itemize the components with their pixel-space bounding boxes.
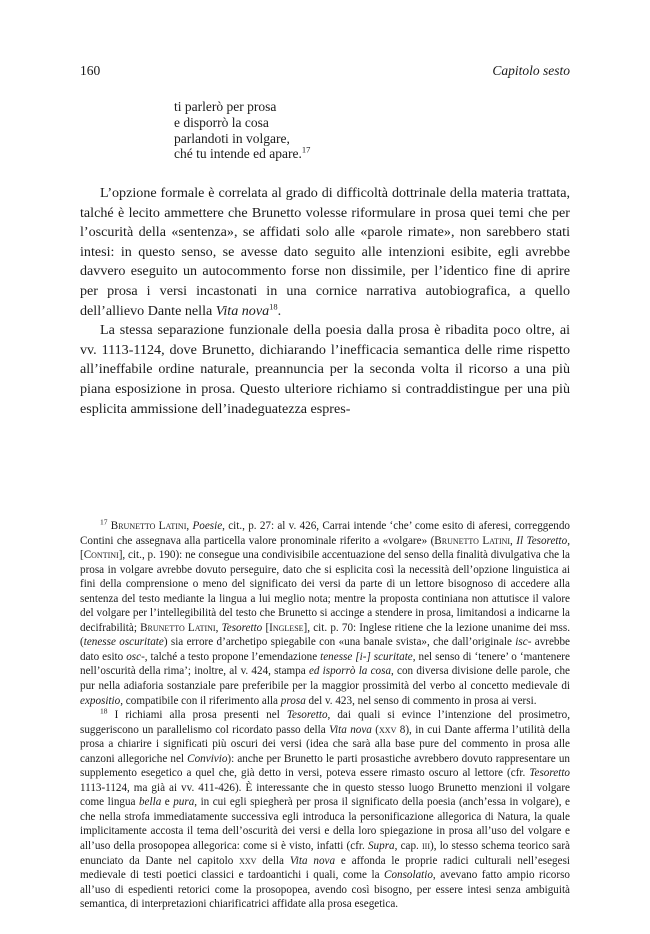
quoted-word: bella bbox=[138, 796, 162, 809]
footnote-ref-17[interactable]: 17 bbox=[301, 144, 311, 155]
author-name: Brunetto Latini bbox=[140, 621, 216, 634]
fn-text: , bbox=[186, 520, 193, 532]
work-title: Il Tesoretto bbox=[516, 534, 568, 547]
chapter-title: Capitolo sesto bbox=[492, 63, 570, 78]
body-paragraph-2: La stessa separazione funzionale della poesia dalla prosa è ribadita poco oltre, ai vv. 1113-1124, dove Brunetto, dichiarando l’inefficacia semantica delle rime rispetto all’ineffabile ordine naturale, preannuncia per la seconda volta il ricorso a una più piana esposizione in prosa. Questo ulteriore richiamo si contraddistingue per una più esplicita ammissione dell’inadeguatezza espres- bbox=[80, 322, 570, 417]
quoted-reading: ed isporrò la cosa bbox=[308, 665, 392, 678]
fn-text: , cap. bbox=[394, 840, 423, 853]
verse-line-text: ché tu intende ed apare bbox=[174, 146, 299, 162]
page-number: 160 bbox=[80, 63, 101, 78]
footnote-18 bbox=[80, 708, 570, 912]
fn-text: 8), in cui Dante afferma l’utilità della prosa a chiarire i significati più oscuri dei versi (idea che sarà alla base pure del commento in prosa alle canzoni allegoriche nel bbox=[80, 723, 571, 765]
fn-text: I richiami alla prosa presenti nel bbox=[114, 709, 287, 722]
fn-text: ): anche per Brunetto le parti prosastiche avrebbero dovuto rappresentare un supplemento esegetico a quel che, già detto in versi, poteva essere rimasto oscuro al lettore (cfr. bbox=[80, 752, 570, 780]
editor-name: Contini bbox=[83, 549, 119, 562]
footnote-17 bbox=[80, 519, 570, 708]
chapter-numeral: xxv bbox=[239, 854, 257, 867]
running-head bbox=[80, 62, 570, 80]
quoted-reading: osc bbox=[126, 650, 142, 663]
work-title: Vita nova bbox=[289, 854, 336, 867]
verse-line: ti parlerò per prosa bbox=[174, 99, 277, 114]
fn-text: e affonda le proprie radici culturali nell’esegesi medievale di testi poetici classici e tardoantichi i quali, come la bbox=[80, 854, 570, 882]
quoted-reading: prosa bbox=[280, 694, 306, 707]
fn-text: - avrebbe dato esito bbox=[80, 636, 571, 663]
fn-text: , avevano fatto ampio ricorso all’uso di espedienti retorici come la prosopopea, avendo così bisogno, per essere intesi senza ambiguità semantica, di interpretazioni chiarificatrici affidate alla prosa esegetica. bbox=[80, 869, 570, 911]
fn-text: ), lo stesso schema teorico sarà enunciato da Dante nel capitolo bbox=[80, 840, 570, 867]
fn-text: della bbox=[256, 854, 290, 867]
verse-quotation bbox=[174, 99, 310, 162]
fn-text: ( bbox=[371, 723, 380, 736]
verse-line-last: ché tu intende ed apare.$^{17}$ bbox=[174, 144, 311, 162]
fn-text: 1113-1124, ma già ai vv. 411-426). È interessante che in questo stesso luogo Brunetto menzioni il volgare come lingua bbox=[80, 781, 570, 809]
quoted-reading: isc bbox=[515, 636, 528, 649]
author-name: Brunetto Latini bbox=[434, 534, 511, 547]
fn-text: , cit., p. 27: al v. 426, Carrai intende ‘che’ come esito di aferesi, correggendo Contini che assegnava alla particella valore pronominale riferito a «volgare» ( bbox=[80, 520, 570, 547]
fn-text: , in cui egli spiegherà per prosa il significato della poesia (anch’essa in volgare), e che nella strofa immediatamente successiva egli introduca la personificazione allegorica di Natura, la quale implicitamente accosta il tema dell’oscurità dei versi e della loro spiegazione in prosa all’uso del volgare e all’uso della prosopopea allegorica: come si è visto, infatti (cfr. bbox=[80, 796, 571, 853]
chapter-numeral: iii bbox=[422, 840, 431, 853]
fn-text: , nel senso di ‘tenere’ o ‘mantenere nell’oscurità della rima’; inoltre, al v. 424, stampa bbox=[80, 650, 570, 678]
fn-text: del v. 423, nel senso di commento in prosa ai versi. bbox=[305, 694, 537, 707]
chapter-numeral: xxv bbox=[379, 723, 397, 736]
fn-text: , dai quali si evince l’intenzione del prosimetro, suggeriscono un parallelismo col ricordato passo della bbox=[80, 709, 570, 736]
fn-text: ], cit. p. 70: Inglese ritiene che la lezione unanime dei mss. ( bbox=[80, 621, 571, 649]
work-title: Tesoretto bbox=[221, 621, 263, 634]
footnotes bbox=[80, 519, 570, 912]
footnote-ref-18[interactable]: 18 bbox=[269, 300, 278, 311]
fn-text: ], cit., p. 190): ne consegue una condivisibile accentuazione del senso della finalità divulgativa che la prosa in volgare avrebbe dovuto perseguire, dato che si esplicita così la necessità dell’opzione linguistica ai fini della comprensione o meno del significato dei versi da parte di un lettore bisognoso di accedere alla sentenza del testo mediante la lingua a lui meglio nota; mentre la proposta continiana non attutisce il valore del volgare per l’intellegibilità del testo che Brunetto si accinge a stendere in prosa, limitandosi a indicarne la decifrabilità; bbox=[80, 549, 570, 634]
footnote-number: 18 bbox=[100, 706, 108, 716]
fn-text: , con diversa divisione delle parole, che pur nella adiaforia sostanziale pare preferibile per la maggior prossimità del verbo al concetto medievale di bbox=[80, 665, 570, 693]
fn-text: e bbox=[161, 796, 174, 809]
editor-name: Inglese bbox=[269, 621, 304, 634]
author-name: Brunetto Latini bbox=[110, 520, 187, 532]
fn-text: ) sia errore d’archetipo spiegabile con «una banale svista», che dall’originale bbox=[163, 636, 516, 649]
fn-text: -, talché a testo propone l’emendazione bbox=[141, 650, 321, 663]
work-title: Vita nova bbox=[215, 302, 270, 319]
work-title: Consolatio bbox=[384, 869, 433, 882]
quoted-reading: tenesse oscuritate bbox=[83, 636, 164, 649]
fn-text: , bbox=[510, 534, 517, 547]
fn-text: , [ bbox=[80, 534, 570, 562]
latin-term: expositio bbox=[80, 694, 121, 707]
paragraph-text: L’opzione formale è correlata al grado di difficoltà dottrinale della materia trattata, talché è lecito ammettere che Brunetto volesse riformulare in prosa quei temi che per l’oscurità della «sentenza», se affidati solo alle «parole rimate», non sarebbero stati intesi: in questo senso, se avesse dato seguito alle intenzioni esibite, egli avrebbe davvero eseguito un autocommento forse non dissimile, per l’identico fine di aprire per prosa i versi incastonati in una cornice narrativa autobiografica, a quello dell’allievo Dante nella bbox=[80, 185, 570, 319]
work-title: Tesoretto bbox=[286, 709, 328, 722]
fn-text: , compatibile con il riferimento alla bbox=[120, 694, 281, 707]
work-title: Vita nova bbox=[329, 723, 372, 736]
work-title: Poesie bbox=[192, 520, 223, 532]
footnote-number: 17 bbox=[100, 517, 108, 527]
cross-reference: Supra bbox=[367, 840, 395, 853]
fn-text: [ bbox=[262, 621, 270, 634]
quoted-word: pura bbox=[173, 796, 195, 809]
work-title: Convivio bbox=[187, 752, 228, 765]
quoted-reading: tenesse [i-] scuritate bbox=[320, 650, 413, 663]
body-paragraph-1: L’opzione formale è correlata al grado di difficoltà dottrinale della materia trattata, talché è lecito ammettere che Brunetto volesse riformulare in prosa quei temi che per l’oscurità della «sentenza», se affidati solo alle «parole rimate», non sarebbero stati intesi: in questo senso, se avesse dato seguito alle intenzioni esibite, egli avrebbe davvero eseguito un autocommento forse non dissimile, per l’identico fine di aprire per prosa i versi incastonati in una cornice narrativa autobiografica, a quello dell’allievo Dante nella Vita nova$^{18}$. bbox=[80, 185, 570, 319]
fn-text: , bbox=[215, 621, 222, 634]
body-text bbox=[80, 184, 570, 419]
verse-line: parlandoti in volgare, bbox=[174, 130, 290, 146]
verse-line: e disporrò la cosa bbox=[174, 114, 269, 130]
work-title: Tesoretto bbox=[529, 767, 570, 780]
